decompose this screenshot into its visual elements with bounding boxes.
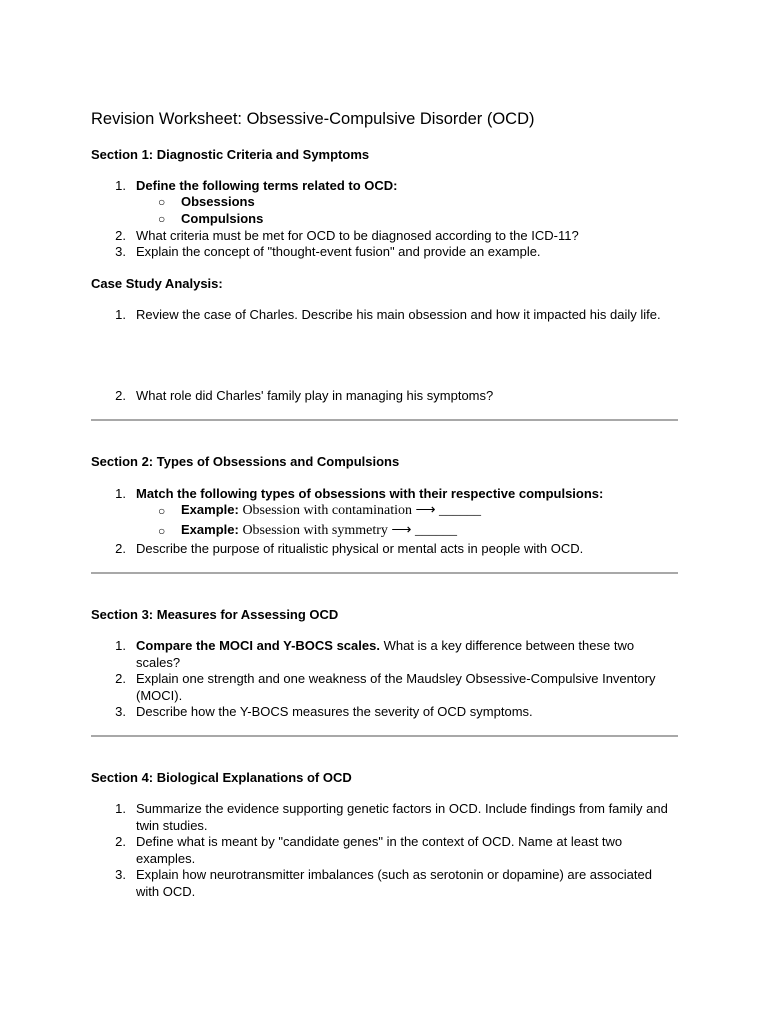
bullet-icon: ○ [158, 195, 166, 209]
item-number: 2. [115, 228, 126, 243]
s3-q2: Explain one strength and one weakness of the Maudsley Obsessive-Compulsive Inventory (MOCI). [136, 671, 656, 703]
item-number: 1. [115, 307, 126, 322]
divider [91, 735, 678, 737]
bullet-icon: ○ [158, 212, 166, 226]
section-2-heading: Section 2: Types of Obsessions and Compulsions [91, 454, 400, 469]
s1-q2: What criteria must be met for OCD to be diagnosed according to the ICD-11? [136, 228, 579, 243]
item-number: 2. [115, 834, 126, 849]
s2-q1: Match the following types of obsessions with their respective compulsions: [136, 486, 604, 501]
s2-example-1: Example: Obsession with contamination ⟶ ______ [181, 502, 482, 518]
s1-q1-compulsions: Compulsions [181, 211, 264, 226]
s4-q3: Explain how neurotransmitter imbalances (such as serotonin or dopamine) are associated with OCD. [136, 867, 652, 899]
bullet-icon: ○ [158, 504, 166, 518]
s3-q1: Compare the MOCI and Y-BOCS scales. What is a key difference between these two scales? [136, 638, 635, 670]
case-q2: What role did Charles' family play in managing his symptoms? [136, 388, 494, 403]
item-number: 3. [115, 244, 126, 259]
divider [91, 419, 678, 421]
item-number: 2. [115, 671, 126, 686]
s4-q1: Summarize the evidence supporting genetic factors in OCD. Include findings from family and twin studies. [136, 801, 668, 833]
item-number: 2. [115, 541, 126, 556]
s1-q1-obsessions: Obsessions [181, 194, 255, 209]
s1-q3: Explain the concept of "thought-event fusion" and provide an example. [136, 244, 541, 259]
s3-q3: Describe how the Y-BOCS measures the severity of OCD symptoms. [136, 704, 533, 719]
item-number: 1. [115, 801, 126, 816]
item-number: 2. [115, 388, 126, 403]
divider [91, 572, 678, 574]
item-number: 3. [115, 704, 126, 719]
worksheet-title: Revision Worksheet: Obsessive-Compulsive Disorder (OCD) [91, 110, 535, 128]
section-1-heading: Section 1: Diagnostic Criteria and Symptoms [91, 147, 370, 162]
item-number: 3. [115, 867, 126, 882]
item-number: 1. [115, 638, 126, 653]
bullet-icon: ○ [158, 524, 166, 538]
item-number: 1. [115, 486, 126, 501]
s1-q1: Define the following terms related to OCD: [136, 178, 398, 193]
case-q1: Review the case of Charles. Describe his main obsession and how it impacted his daily life. [136, 307, 661, 322]
section-4-heading: Section 4: Biological Explanations of OCD [91, 770, 352, 785]
s2-q2: Describe the purpose of ritualistic physical or mental acts in people with OCD. [136, 541, 584, 556]
section-3-heading: Section 3: Measures for Assessing OCD [91, 607, 339, 622]
s4-q2: Define what is meant by "candidate genes" in the context of OCD. Name at least two examples. [136, 834, 623, 866]
s2-example-2: Example: Obsession with symmetry ⟶ ______ [181, 522, 457, 538]
item-number: 1. [115, 178, 126, 193]
case-study-heading: Case Study Analysis: [91, 276, 223, 291]
